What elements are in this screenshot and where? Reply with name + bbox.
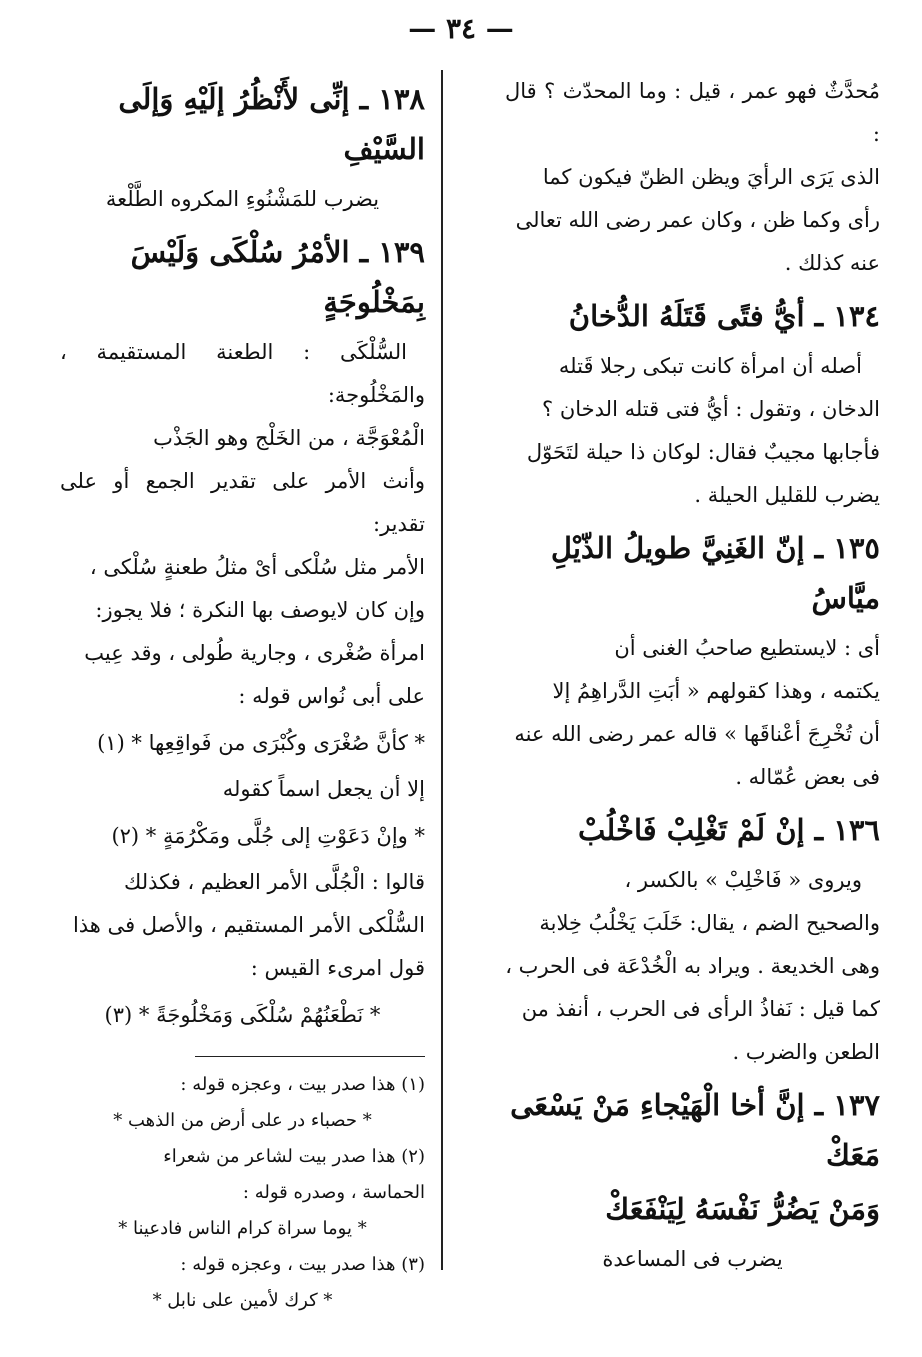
proverb-139-line: السُّلْكَى : الطعنة المستقيمة ، والمَخْلُوجة: [60, 340, 425, 407]
column-divider [441, 70, 443, 1270]
proverb-heading-138: ١٣٨ ـ إنِّى لأَنْظُرُ إلَيْهِ وَإلَى السَّيْفِ [118, 82, 425, 166]
proverb-138-note: يضرب للمَشْنُوءِ المكروه الطَّلْعة [105, 187, 380, 211]
proverb-137-note: يضرب فى المساعدة [602, 1247, 783, 1271]
proverb-139-line: قالوا : الْجُلَّى الأمر العظيم ، فكذلك [124, 870, 425, 894]
proverb-139-line: السُّلْكى الأمر المستقيم ، والأصل فى هذا [72, 913, 425, 937]
intro-line: عنه كذلك . [784, 251, 880, 275]
intro-line: الذى يَرَى الرأيَ ويظن الظنّ فيكون كما [542, 165, 880, 189]
proverb-139-line: وإن كان لايوصف بها النكرة ؛ فلا يجوز: [95, 598, 425, 622]
footnote-2-cont: الحماسة ، وصدره قوله : [242, 1182, 425, 1203]
proverb-heading-134: ١٣٤ ـ أيُّ فتًى قَتَلَهُ الدُّخانُ [568, 299, 880, 333]
footnote-2: (٢) هذا صدر بيت لشاعر من شعراء [163, 1146, 425, 1167]
footnote-1: (١) هذا صدر بيت ، وعجزه قوله : [180, 1074, 425, 1095]
proverb-139-line: وأنث الأمر على تقدير الجمع أو على تقدير: [60, 469, 425, 536]
footnote-3-verse: * كرك لأمين على نابل * [152, 1290, 333, 1311]
proverb-135-line: فى بعض عُمّاله . [735, 765, 880, 789]
proverb-136-line: كما قيل : نَفاذُ الرأى فى الحرب ، أنفذ من [521, 997, 880, 1021]
proverb-135-line: أن تُخْرِجَ أعْناقَها » قاله عمر رضى الله عنه [514, 722, 880, 746]
verse-quote: * نَطْعَنُهُمْ سُلْكَى وَمَخْلُوجَةً * (٣) [104, 1003, 381, 1027]
proverb-136-line: ويروى « فَاخْلِبْ » بالكسر ، [624, 868, 862, 892]
footnote-1-verse: * حصباء در على أرض من الذهب * [113, 1110, 372, 1131]
left-column [60, 70, 425, 1319]
verse-quote: * كأنَّ صُغْرَى وكُبْرَى من فَواقِعِها * (١) [97, 731, 425, 755]
intro-line: رأى وكما ظن ، وكان عمر رضى الله تعالى [515, 208, 880, 232]
proverb-134-line: فأجابها مجيبٌ فقال: لوكان ذا حيلة لتَحَوّل [526, 440, 880, 464]
footnote-divider [195, 1056, 425, 1057]
footnote-3: (٣) هذا صدر بيت ، وعجزه قوله : [180, 1254, 425, 1275]
proverb-139-line: امرأة صُغْرى ، وجارية طُولى ، وقد عِيب [84, 641, 425, 665]
proverb-139-line: الأمر مثل سُلْكى أىْ مثلُ طعنةٍ سُلْكى ، [89, 555, 425, 579]
proverb-136-line: والصحيح الضم ، يقال: خَلَبَ يَخْلُبُ خِلابة [539, 911, 880, 935]
page-number: — ٣٤ — [408, 12, 514, 45]
proverb-134-line: يضرب للقليل الحيلة . [694, 483, 880, 507]
proverb-heading-137-second-line: وَمَنْ يَضُرُّ نَفْسَهُ لِيَنْفَعَكْ [605, 1192, 880, 1226]
verse-quote: * وإنْ دَعَوْتِ إلى جُلَّى ومَكْرُمَةٍ * (٢) [111, 824, 425, 848]
proverb-heading-136: ١٣٦ ـ إنْ لَمْ تَغْلِبْ فَاخْلُبْ [577, 813, 880, 847]
proverb-139-line: على أبى نُواس قوله : [238, 684, 425, 708]
proverb-135-line: يكتمه ، وهذا كقولهم « أبَتِ الدَّراهِمُ إلا [552, 679, 880, 703]
proverb-134-line: الدخان ، وتقول : أيُّ فتى قتله الدخان ؟ [542, 397, 880, 421]
proverb-139-line: الْمُعْوَجَّة ، من الخَلْج وهو الجَذْب [153, 426, 425, 450]
proverb-heading-137: ١٣٧ ـ إنَّ أخا الْهَيْجاءِ مَنْ يَسْعَى مَعَكْ [510, 1088, 880, 1172]
right-column [505, 70, 880, 1281]
proverb-heading-135: ١٣٥ ـ إنّ الغَنِيَّ طويلُ الذّيْلِ ميَّاسُ [550, 531, 880, 615]
intro-line: مُحدَّثٌ فهو عمر ، قيل : وما المحدّث ؟ قال : [505, 79, 880, 146]
proverb-heading-139: ١٣٩ ـ الأمْرُ سُلْكَى وَلَيْسَ بِمَخْلُوجَةٍ [130, 235, 425, 319]
proverb-136-line: الطعن والضرب . [732, 1040, 880, 1064]
proverb-136-line: وهى الخديعة . ويراد به الْخُدْعَة فى الحرب ، [505, 954, 880, 978]
footnote-2-verse: * يوما سراة كرام الناس فادعينا * [118, 1218, 367, 1239]
proverb-134-line: أصله أن امرأة كانت تبكى رجلا قَتله [558, 354, 862, 378]
proverb-139-line: قول امرىء القيس : [250, 956, 425, 980]
proverb-135-line: أى : لايستطيع صاحبُ الغنى أن [614, 636, 880, 660]
proverb-139-line: إلا أن يجعل اسماً كقوله [222, 777, 425, 801]
